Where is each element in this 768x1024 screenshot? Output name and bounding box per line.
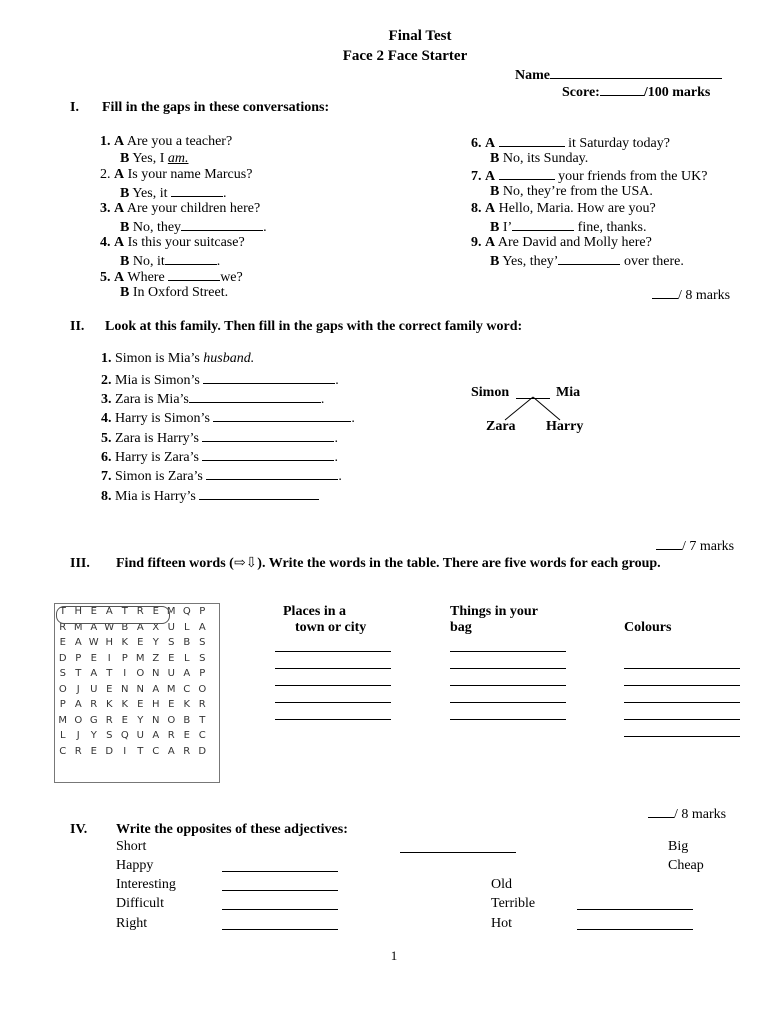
title-line-1: Final Test (388, 28, 452, 44)
adj-interesting-answer[interactable] (222, 890, 338, 891)
adj-big: Big (668, 839, 689, 854)
word-search-letter[interactable]: W (88, 637, 99, 649)
conv-1-a: 1. A Are you a teacher? (100, 134, 233, 149)
conv-7-a[interactable]: 7. A your friends from the UK? (471, 169, 708, 184)
places-answer-3[interactable] (275, 685, 391, 686)
word-search-letter[interactable]: R (198, 699, 206, 711)
bag-answer-4[interactable] (450, 702, 566, 703)
section-3-marks: / 8 marks (648, 805, 726, 823)
word-search-letter[interactable]: S (106, 730, 113, 742)
word-search-letter[interactable]: J (76, 730, 80, 742)
word-search-letter[interactable]: J (76, 683, 80, 695)
word-search-row (55, 728, 210, 744)
page-number: 1 (390, 948, 398, 963)
word-search-letter[interactable]: A (167, 745, 175, 757)
places-answer-5[interactable] (275, 719, 391, 720)
col-places-heading-2: town or city (295, 620, 367, 635)
word-search-letter[interactable]: E (183, 730, 190, 742)
word-search-grid[interactable] (54, 603, 220, 783)
word-search-letter[interactable]: T (137, 745, 144, 757)
word-search-letter[interactable]: N (152, 668, 160, 680)
word-search-letter[interactable]: R (183, 745, 191, 757)
word-search-letter[interactable]: E (106, 683, 113, 695)
word-search-letter[interactable]: E (90, 652, 97, 664)
conv-6-b: B No, its Sunday. (490, 151, 589, 166)
word-search-letter[interactable]: R (136, 606, 144, 618)
adj-right-answer[interactable] (222, 929, 338, 930)
word-search-letter[interactable]: O (74, 714, 83, 726)
conv-8-b[interactable]: B I’ fine, thanks. (490, 220, 647, 235)
word-search-letter[interactable]: A (152, 730, 160, 742)
word-search-letter[interactable]: I (107, 652, 111, 664)
conv-5-a[interactable]: 5. A Where we? (100, 270, 243, 285)
section-1-instruction: Fill in the gaps in these conversations: (102, 100, 330, 115)
word-search-letter[interactable]: E (168, 699, 175, 711)
word-search-letter[interactable]: E (137, 637, 144, 649)
word-search-letter[interactable]: W (104, 621, 115, 633)
conv-6-a[interactable]: 6. A it Saturday today? (471, 136, 670, 151)
tree-zara: Zara (486, 419, 516, 434)
tree-simon: Simon (471, 385, 510, 400)
word-search-letter[interactable]: U (167, 668, 175, 680)
adj-difficult: Difficult (116, 896, 164, 911)
adj-hot: Hot (491, 916, 512, 931)
word-search-letter[interactable]: U (90, 683, 98, 695)
word-search-letter[interactable]: D (105, 745, 114, 757)
word-search-letter[interactable]: C (152, 745, 160, 757)
word-search-letter[interactable]: R (74, 745, 82, 757)
word-search-letter[interactable]: T (106, 668, 113, 680)
section-2-marks: / 7 marks (656, 537, 734, 555)
word-search-letter[interactable]: M (58, 714, 68, 726)
section-1-marks: / 8 marks (652, 286, 730, 304)
word-search-letter[interactable]: A (74, 637, 82, 649)
conv-8-a: 8. A Hello, Maria. How are you? (471, 201, 656, 216)
word-search-letter[interactable]: I (123, 668, 127, 680)
conv-3-a: 3. A Are your children here? (100, 201, 261, 216)
title-line-2: Face 2 Face Starter (342, 48, 468, 64)
word-search-row (55, 635, 210, 651)
name-label: Name (515, 68, 550, 83)
word-search-letter[interactable]: R (105, 714, 113, 726)
conv-5-b: B In Oxford Street. (120, 285, 229, 300)
conv-4-b[interactable]: B No, it . (120, 254, 221, 269)
adj-cheap: Cheap (668, 858, 704, 873)
word-search-row (55, 682, 210, 698)
bag-answer-1[interactable] (450, 651, 566, 652)
tree-harry: Harry (546, 419, 584, 434)
word-search-example-circle (56, 606, 170, 624)
word-search-letter[interactable]: N (121, 683, 129, 695)
word-search-letter[interactable]: A (198, 621, 206, 633)
word-search-letter[interactable]: E (90, 606, 97, 618)
family-item-4[interactable]: 4. Harry is Simon’s . (101, 411, 355, 426)
word-search-letter[interactable]: S (199, 637, 206, 649)
word-search-row (55, 651, 210, 667)
word-search-letter[interactable]: C (183, 683, 191, 695)
adj-short: Short (116, 839, 147, 854)
word-search-letter[interactable]: O (58, 683, 67, 695)
word-search-letter[interactable]: A (183, 668, 191, 680)
word-search-letter[interactable]: C (198, 730, 206, 742)
word-search-letter[interactable]: K (105, 699, 113, 711)
colour-answer-2[interactable] (624, 685, 740, 686)
colour-answer-4[interactable] (624, 719, 740, 720)
word-search-letter[interactable]: C (59, 745, 67, 757)
word-search-letter[interactable]: R (59, 621, 67, 633)
word-search-letter[interactable]: T (59, 606, 66, 618)
adj-interesting: Interesting (116, 877, 176, 892)
tree-mia: Mia (556, 385, 581, 400)
word-search-letter[interactable]: A (90, 621, 98, 633)
adj-short-answer[interactable] (400, 852, 516, 853)
word-search-letter[interactable]: S (59, 668, 66, 680)
word-search-letter[interactable]: E (59, 637, 66, 649)
bag-answer-5[interactable] (450, 719, 566, 720)
word-search-letter[interactable]: N (152, 714, 160, 726)
word-search-row (55, 713, 210, 729)
word-search-letter[interactable]: E (168, 652, 175, 664)
word-search-letter[interactable]: S (199, 652, 206, 664)
word-search-letter[interactable]: T (121, 606, 128, 618)
word-search-letter[interactable]: K (183, 699, 191, 711)
word-search-letter[interactable]: O (136, 668, 145, 680)
score-suffix: /100 marks (643, 85, 711, 100)
colour-answer-1[interactable] (624, 668, 740, 669)
section-1-number: I. (70, 100, 79, 115)
word-search-letter[interactable]: A (74, 699, 82, 711)
colour-answer-3[interactable] (624, 702, 740, 703)
adj-happy-answer[interactable] (222, 871, 338, 872)
word-search-letter[interactable]: Y (137, 714, 144, 726)
word-search-letter[interactable]: T (75, 668, 82, 680)
word-search-letter[interactable]: O (198, 683, 207, 695)
word-search-letter[interactable]: B (121, 621, 129, 633)
word-search-letter[interactable]: M (135, 652, 145, 664)
word-search-letter[interactable]: D (198, 745, 207, 757)
conv-1-b: B Yes, I am. (120, 151, 189, 166)
word-search-letter[interactable]: K (121, 637, 129, 649)
family-item-3[interactable]: 3. Zara is Mia’s . (101, 392, 325, 407)
adj-happy: Happy (116, 858, 154, 873)
score-field[interactable] (562, 83, 710, 101)
conv-3-b[interactable]: B No, they . (120, 220, 267, 235)
word-search-letter[interactable]: Z (152, 652, 160, 664)
family-item-1: 1. Simon is Mia’s husband. (101, 351, 255, 366)
adj-old: Old (491, 877, 512, 892)
word-search-row (55, 697, 210, 713)
word-search-row (55, 744, 210, 760)
word-search-letter[interactable]: I (123, 745, 127, 757)
section-4-number: IV. (70, 822, 88, 837)
word-search-letter[interactable]: L (183, 621, 190, 633)
places-answer-2[interactable] (275, 668, 391, 669)
word-search-letter[interactable]: R (90, 699, 98, 711)
word-search-letter[interactable]: D (58, 652, 67, 664)
word-search-letter[interactable]: U (136, 730, 144, 742)
section-3-number: III. (70, 556, 90, 571)
word-search-letter[interactable]: S (168, 637, 175, 649)
word-search-letter[interactable]: E (121, 714, 128, 726)
word-search-letter[interactable]: Q (182, 606, 191, 618)
word-search-letter[interactable]: A (152, 683, 160, 695)
word-search-letter[interactable]: Y (152, 637, 159, 649)
word-search-letter[interactable]: H (105, 637, 114, 649)
bag-answer-2[interactable] (450, 668, 566, 669)
col-bag-heading-1: Things in your (450, 604, 538, 619)
col-bag-heading-2: bag (450, 620, 472, 635)
colour-answer-5[interactable] (624, 736, 740, 737)
word-search-letter[interactable]: E (137, 699, 144, 711)
word-search-letter[interactable]: A (136, 621, 144, 633)
family-item-6[interactable]: 6. Harry is Zara’s . (101, 450, 338, 465)
family-item-8[interactable]: 8. Mia is Harry’s (101, 487, 319, 505)
adj-difficult-answer[interactable] (222, 909, 338, 910)
word-search-letter[interactable]: Y (90, 730, 97, 742)
word-search-letter[interactable]: P (121, 652, 128, 664)
word-search-letter[interactable]: P (59, 699, 66, 711)
name-field[interactable] (515, 66, 722, 84)
conv-9-b[interactable]: B Yes, they’ over there. (490, 254, 684, 269)
word-search-row (55, 666, 210, 682)
word-search-letter[interactable]: K (121, 699, 129, 711)
bag-answer-3[interactable] (450, 685, 566, 686)
word-search-letter[interactable]: B (183, 714, 191, 726)
section-4-instruction: Write the opposites of these adjectives: (116, 822, 348, 837)
word-search-letter[interactable]: X (152, 621, 160, 633)
places-answer-1[interactable] (275, 651, 391, 652)
adj-terrible-answer[interactable] (577, 909, 693, 910)
conv-2-a: 2. A Is your name Marcus? (100, 167, 253, 182)
word-search-letter[interactable]: L (59, 730, 66, 742)
col-places-heading-1: Places in a (283, 604, 346, 619)
adj-hot-answer[interactable] (577, 929, 693, 930)
section-2-instruction: Look at this family. Then fill in the gaps with the correct family word: (105, 319, 523, 334)
word-search-letter[interactable]: Q (120, 730, 129, 742)
word-search-letter[interactable]: R (167, 730, 175, 742)
conv-2-b[interactable]: B Yes, it . (120, 186, 227, 201)
family-item-7[interactable]: 7. Simon is Zara’s . (101, 469, 342, 484)
conv-7-b: B No, they’re from the USA. (490, 184, 653, 199)
word-search-letter[interactable]: M (166, 606, 176, 618)
word-search-letter[interactable]: L (183, 652, 190, 664)
word-search-letter[interactable]: N (136, 683, 144, 695)
word-search-letter[interactable]: A (105, 606, 113, 618)
adj-right: Right (116, 916, 148, 931)
word-search-letter[interactable]: B (183, 637, 191, 649)
word-search-letter[interactable]: U (167, 621, 175, 633)
word-search-letter[interactable]: H (151, 699, 160, 711)
word-search-letter[interactable]: P (75, 652, 82, 664)
conv-4-a: 4. A Is this your suitcase? (100, 235, 245, 250)
conv-9-a: 9. A Are David and Molly here? (471, 235, 652, 250)
word-search-letter[interactable]: M (73, 621, 83, 633)
word-search-letter[interactable]: O (167, 714, 176, 726)
family-item-5[interactable]: 5. Zara is Harry’s . (101, 431, 338, 446)
word-search-letter[interactable]: H (74, 606, 83, 618)
score-label: Score: (562, 85, 600, 100)
word-search-letter[interactable]: P (199, 606, 206, 618)
places-answer-4[interactable] (275, 702, 391, 703)
word-search-letter[interactable]: T (199, 714, 206, 726)
word-search-letter[interactable]: E (152, 606, 159, 618)
section-2-number: II. (70, 319, 85, 334)
col-colours-heading: Colours (624, 620, 672, 635)
word-search-letter[interactable]: E (90, 745, 97, 757)
word-search-letter[interactable]: M (166, 683, 176, 695)
family-item-2[interactable]: 2. Mia is Simon’s . (101, 373, 339, 388)
section-3-instruction: Find fifteen words (⇨⇩). Write the words in the table. There are five words for each group. (116, 556, 661, 571)
word-search-letter[interactable]: A (90, 668, 98, 680)
word-search-letter[interactable]: P (199, 668, 206, 680)
word-search-letter[interactable]: G (89, 714, 98, 726)
adj-terrible: Terrible (491, 896, 536, 911)
